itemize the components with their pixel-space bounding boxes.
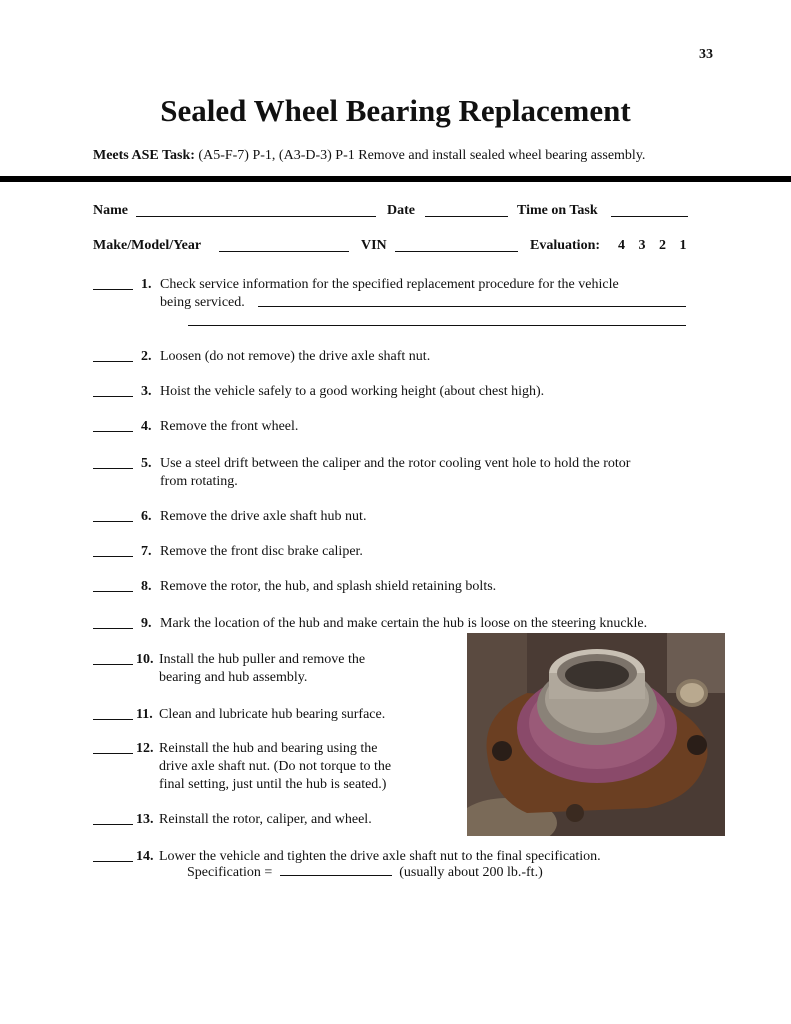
- evaluation-scores: [618, 237, 687, 255]
- step-text: being serviced.: [160, 295, 245, 310]
- step-number: 4.: [141, 419, 152, 434]
- step-number: 7.: [141, 544, 152, 559]
- step-check-blank[interactable]: [93, 468, 133, 469]
- ase-text: (A5-F-7) P-1, (A3-D-3) P-1 Remove and install sealed wheel bearing assembly.: [198, 148, 646, 163]
- step-check-blank[interactable]: [93, 431, 133, 432]
- step-text: Install the hub puller and remove the: [159, 652, 366, 667]
- step-check-blank[interactable]: [93, 556, 133, 557]
- time-on-task-field[interactable]: [611, 216, 688, 217]
- evaluation-label: Evaluation:: [530, 238, 601, 253]
- step-number: 6.: [141, 509, 152, 524]
- step-number: 8.: [141, 579, 152, 594]
- step-text: Remove the front wheel.: [160, 419, 299, 434]
- step-number: 10.: [136, 652, 154, 667]
- step-text: Check service information for the specified replacement procedure for the vehicle: [160, 277, 619, 292]
- spec-label: Specification =: [187, 865, 273, 880]
- step-check-blank[interactable]: [93, 719, 133, 720]
- step-text: final setting, just until the hub is seated.): [159, 777, 387, 792]
- step-check-blank[interactable]: [93, 753, 133, 754]
- step-text: Use a steel drift between the caliper and the rotor cooling vent hole to hold the rotor: [160, 456, 631, 471]
- page-title: Sealed Wheel Bearing Replacement: [160, 93, 631, 128]
- eval-4[interactable]: 4: [618, 238, 625, 253]
- step-check-blank[interactable]: [93, 591, 133, 592]
- time-on-task-label: Time on Task: [517, 203, 598, 218]
- name-field[interactable]: [136, 216, 376, 217]
- spec-note: (usually about 200 lb.-ft.): [399, 865, 543, 880]
- step-number: 14.: [136, 849, 154, 864]
- step-number: 1.: [141, 277, 152, 292]
- step-check-blank[interactable]: [93, 289, 133, 290]
- date-field[interactable]: [425, 216, 508, 217]
- step-text: Remove the rotor, the hub, and splash shield retaining bolts.: [160, 579, 497, 594]
- step-number: 9.: [141, 616, 152, 631]
- step-text: Hoist the vehicle safely to a good working height (about chest high).: [160, 384, 545, 399]
- make-model-year-label: Make/Model/Year: [93, 238, 202, 253]
- eval-1[interactable]: 1: [679, 238, 687, 253]
- make-model-year-field[interactable]: [219, 251, 349, 252]
- step-check-blank[interactable]: [93, 824, 133, 825]
- date-label: Date: [387, 203, 415, 218]
- step-text: Loosen (do not remove) the drive axle shaft nut.: [160, 349, 431, 364]
- step-text: Clean and lubricate hub bearing surface.: [159, 707, 386, 722]
- step-check-blank[interactable]: [93, 361, 133, 362]
- step-number: 5.: [141, 456, 152, 471]
- vin-label: VIN: [361, 238, 387, 253]
- step-text: Remove the drive axle shaft hub nut.: [160, 509, 367, 524]
- step-text: Mark the location of the hub and make certain the hub is loose on the steering knuckle.: [160, 616, 648, 631]
- step-text: Lower the vehicle and tighten the drive axle shaft nut to the final specification.: [159, 849, 601, 864]
- step-1-answer-line-1[interactable]: [258, 306, 686, 307]
- vin-field[interactable]: [395, 251, 518, 252]
- page-number: 33: [699, 47, 713, 62]
- step-text: Remove the front disc brake caliper.: [160, 544, 363, 559]
- step-check-blank[interactable]: [93, 628, 133, 629]
- step-check-blank[interactable]: [93, 396, 133, 397]
- step-1-answer-line-2[interactable]: [188, 325, 686, 326]
- wheel-hub-bearing-photo: [467, 633, 725, 836]
- step-check-blank[interactable]: [93, 521, 133, 522]
- step-text: drive axle shaft nut. (Do not torque to the: [159, 759, 392, 774]
- step-text: Reinstall the hub and bearing using the: [159, 741, 378, 756]
- step-text: bearing and hub assembly.: [159, 670, 308, 685]
- step-text: Reinstall the rotor, caliper, and wheel.: [159, 812, 372, 827]
- step-check-blank[interactable]: [93, 861, 133, 862]
- step-number: 2.: [141, 349, 152, 364]
- step-check-blank[interactable]: [93, 664, 133, 665]
- specification-line: [187, 863, 543, 882]
- step-number: 3.: [141, 384, 152, 399]
- step-number: 12.: [136, 741, 154, 756]
- spec-field[interactable]: [280, 863, 392, 876]
- ase-task-line: [93, 147, 645, 165]
- step-text: from rotating.: [160, 474, 238, 489]
- name-label: Name: [93, 203, 128, 218]
- step-number: 13.: [136, 812, 154, 827]
- divider-bar: [0, 176, 791, 182]
- ase-label: Meets ASE Task:: [93, 148, 195, 163]
- eval-3[interactable]: 3: [638, 238, 646, 253]
- step-number: 11.: [136, 707, 153, 722]
- eval-2[interactable]: 2: [659, 238, 666, 253]
